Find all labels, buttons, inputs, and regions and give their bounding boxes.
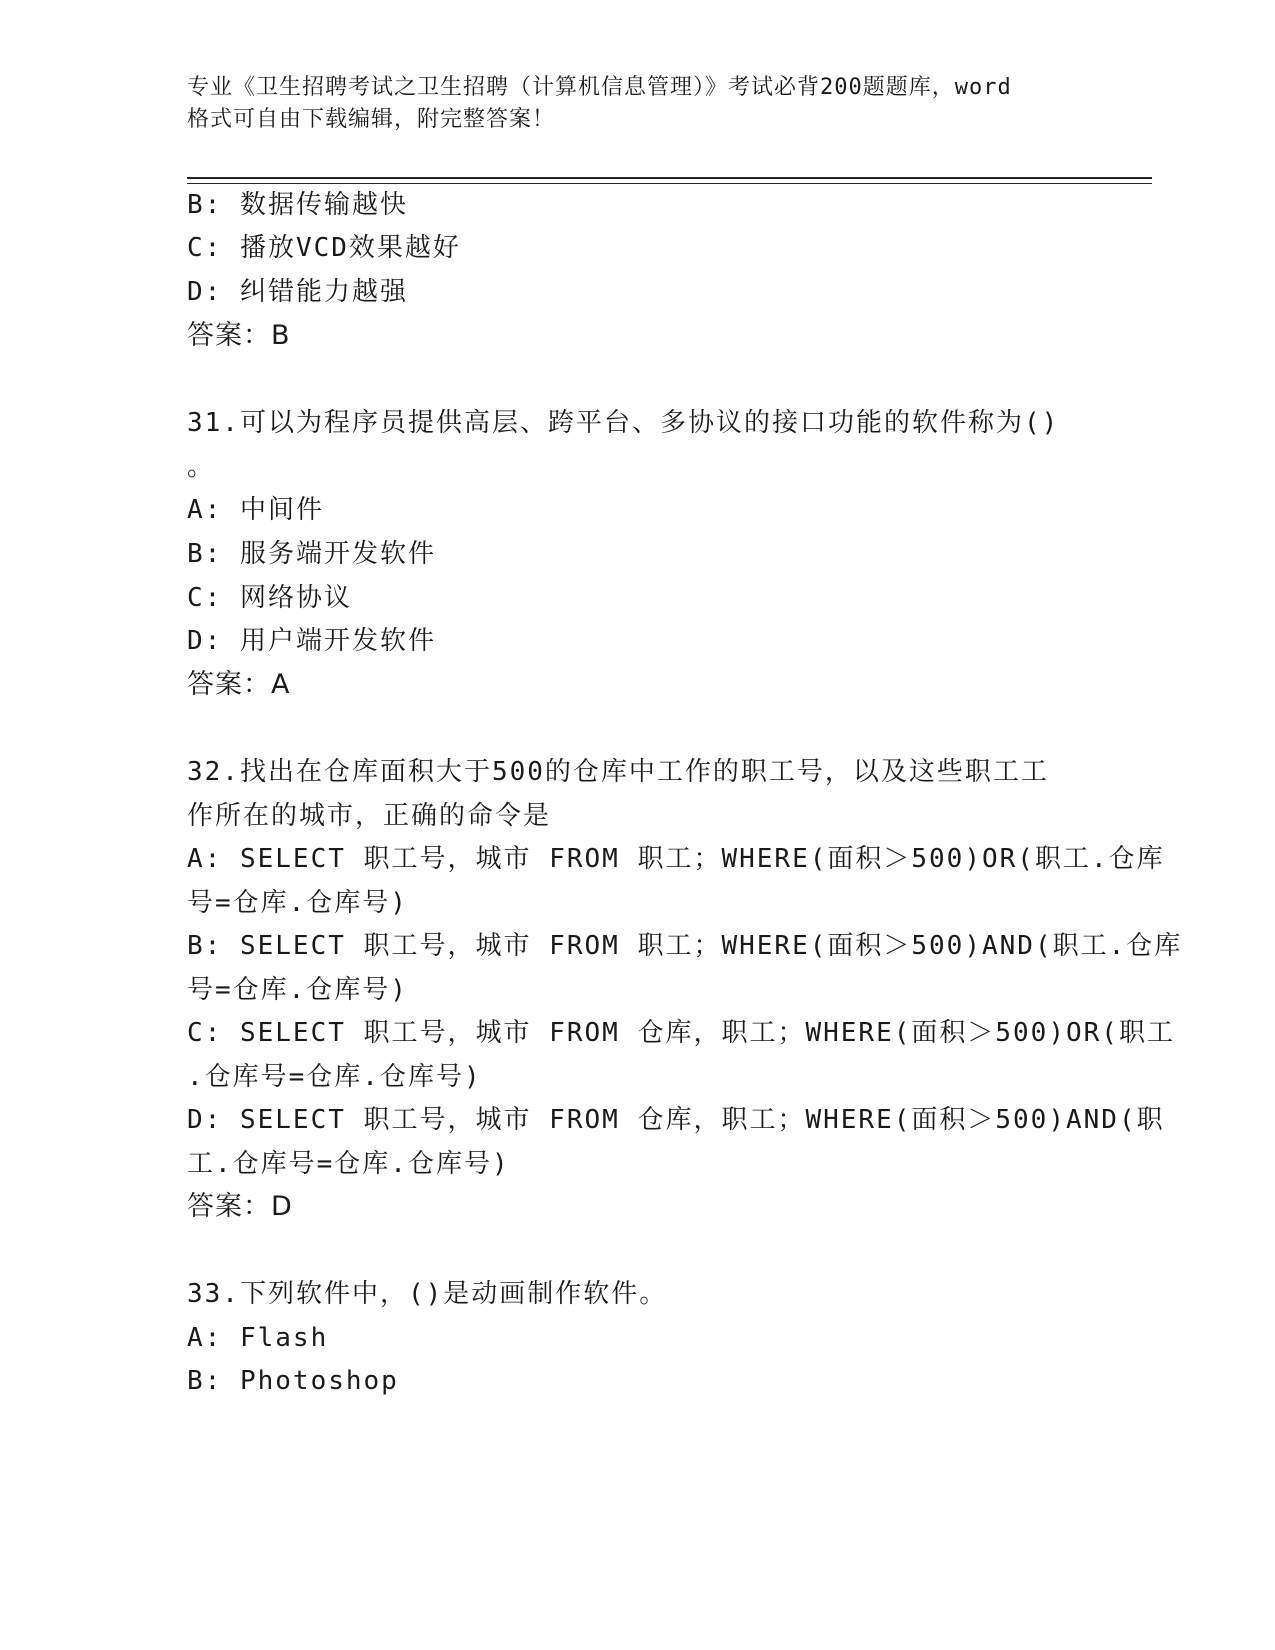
q31-stem-line-1: 31.可以为程序员提供高层、跨平台、多协议的接口功能的软件称为()	[187, 408, 1060, 438]
q32-option-b-line-2: 号=仓库.仓库号)	[187, 975, 408, 1005]
q32-option-d-line-1: D: SELECT 职工号，城市 FROM 仓库，职工；WHERE(面积＞500)AND(职	[187, 1105, 1165, 1135]
q32-option-c-line-2: .仓库号=仓库.仓库号)	[187, 1062, 482, 1092]
q32-option-c-line-1: C: SELECT 职工号，城市 FROM 仓库，职工；WHERE(面积＞500)OR(职工	[187, 1018, 1175, 1048]
header-rule-thick	[187, 177, 1152, 179]
q30-answer: 答案：B	[187, 320, 291, 351]
q32-answer: 答案：D	[187, 1191, 293, 1222]
q30-option-d: D: 纠错能力越强	[187, 277, 408, 307]
q32-option-b-line-1: B: SELECT 职工号，城市 FROM 职工；WHERE(面积＞500)AND(职工.仓库	[187, 931, 1183, 961]
q31-option-b: B: 服务端开发软件	[187, 539, 436, 569]
q31-option-d: D: 用户端开发软件	[187, 626, 436, 656]
q32-option-a-line-1: A: SELECT 职工号，城市 FROM 职工；WHERE(面积＞500)OR(职工.仓库	[187, 844, 1165, 874]
document-header	[187, 72, 1152, 136]
q33-option-b: B: Photoshop	[187, 1366, 399, 1396]
q31-option-a: A: 中间件	[187, 495, 324, 525]
q33-stem: 33.下列软件中，()是动画制作软件。	[187, 1279, 668, 1309]
q30-option-b: B: 数据传输越快	[187, 190, 408, 220]
q32-option-a-line-2: 号=仓库.仓库号)	[187, 888, 408, 918]
q31-option-c: C: 网络协议	[187, 583, 352, 613]
q32-stem-line-1: 32.找出在仓库面积大于500的仓库中工作的职工号，以及这些职工工	[187, 757, 1049, 787]
header-title-line-1: 专业《卫生招聘考试之卫生招聘（计算机信息管理）》考试必背200题题库，word	[187, 75, 1012, 100]
q32-stem-line-2: 作所在的城市，正确的命令是	[187, 801, 552, 831]
q30-option-c: C: 播放VCD效果越好	[187, 233, 461, 263]
q31-answer: 答案：A	[187, 669, 291, 700]
header-title-line-2: 格式可自由下载编辑，附完整答案！	[187, 107, 556, 132]
header-rule-thin	[187, 183, 1152, 184]
q33-option-a: A: Flash	[187, 1323, 329, 1353]
q32-option-d-line-2: 工.仓库号=仓库.仓库号)	[187, 1149, 510, 1179]
q31-stem-line-2: 。	[187, 452, 216, 482]
